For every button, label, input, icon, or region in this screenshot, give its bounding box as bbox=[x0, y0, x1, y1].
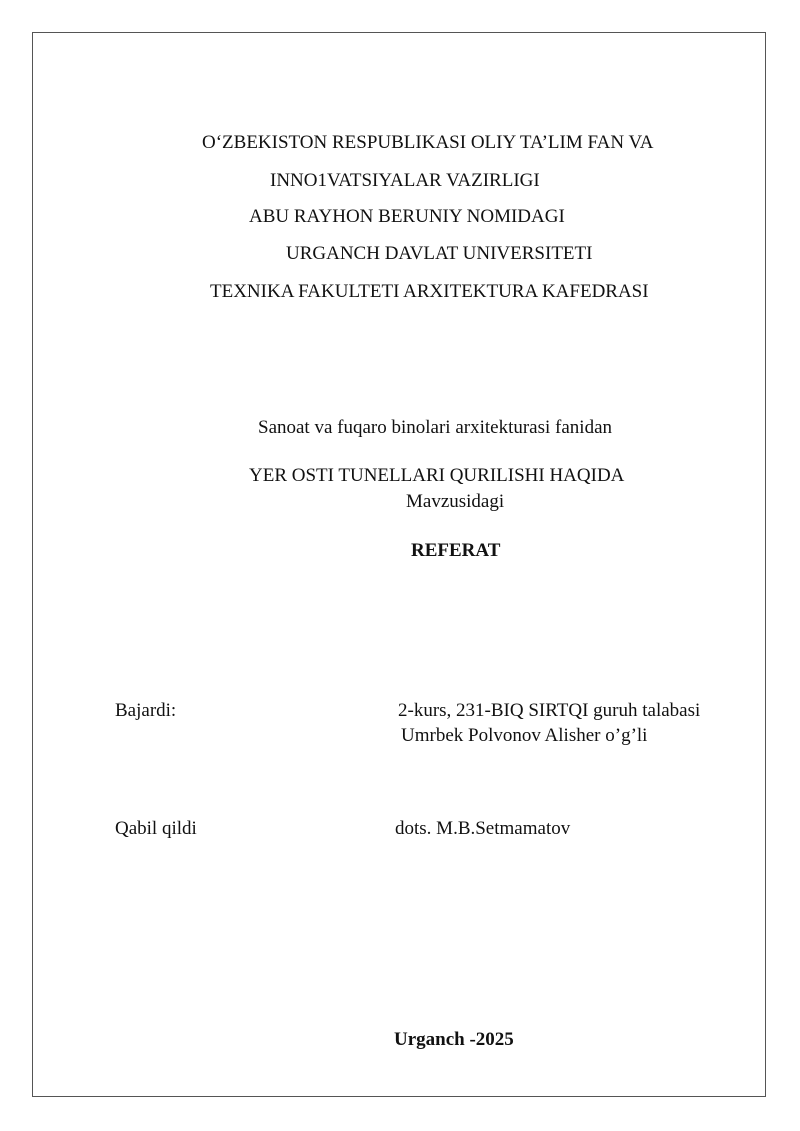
course-subject: Sanoat va fuqaro binolari arxitekturasi fanidan bbox=[258, 417, 613, 438]
city-year: Urganch -2025 bbox=[394, 1029, 514, 1050]
author-group: 2-kurs, 231-BIQ SIRTQI guruh talabasi bbox=[398, 700, 701, 721]
reviewer-label: Qabil qildi bbox=[115, 818, 197, 839]
ministry-title-line-1: O‘ZBEKISTON RESPUBLIKASI OLIY TA’LIM FAN VA bbox=[202, 132, 654, 153]
topic-title: YER OSTI TUNELLARI QURILISHI HAQIDA bbox=[249, 465, 625, 486]
document-type: REFERAT bbox=[411, 540, 501, 561]
topic-suffix: Mavzusidagi bbox=[406, 491, 505, 512]
author-name: Umrbek Polvonov Alisher o’g’li bbox=[401, 725, 648, 746]
reviewer-name: dots. M.B.Setmamatov bbox=[395, 818, 571, 839]
faculty-department: TEXNIKA FAKULTETI ARXITEKTURA KAFEDRASI bbox=[210, 281, 649, 302]
ministry-title-line-2: INNO1VATSIYALAR VAZIRLIGI bbox=[270, 170, 540, 191]
author-label: Bajardi: bbox=[115, 700, 177, 721]
university-title-line-1: ABU RAYHON BERUNIY NOMIDAGI bbox=[249, 206, 565, 227]
university-title-line-2: URGANCH DAVLAT UNIVERSITETI bbox=[286, 243, 593, 264]
